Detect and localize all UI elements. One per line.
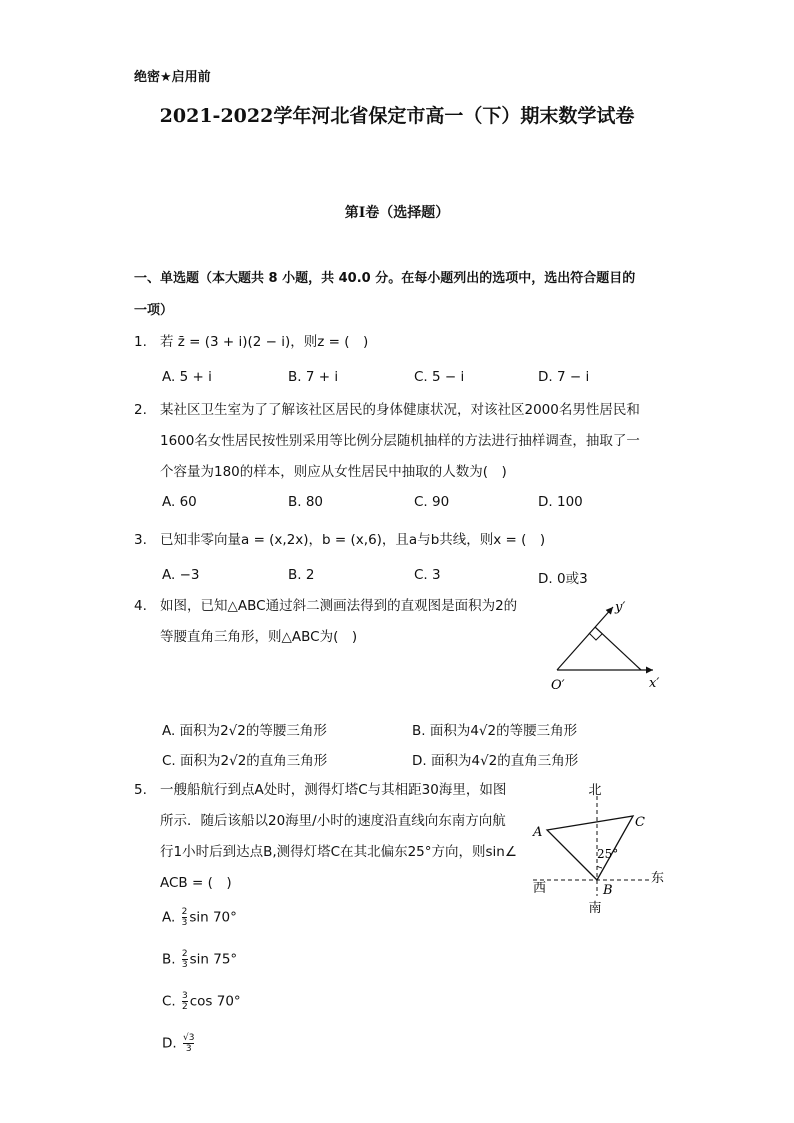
- section-heading: [134, 263, 664, 327]
- x-prime-label: x′: [649, 676, 660, 691]
- q5-option-d-label: D.: [162, 1035, 177, 1052]
- q2-option-c: C. 90: [414, 494, 450, 510]
- right-angle-mark: [589, 633, 602, 640]
- q5-option-a: [162, 907, 237, 928]
- page-title: 2021-2022学年河北省保定市高一（下）期末数学试卷: [159, 105, 635, 127]
- south-label: 南: [588, 901, 602, 916]
- angle-label: 25°: [597, 847, 619, 861]
- point-c-label: C: [635, 815, 645, 830]
- q5-option-c-text: cos 70°: [189, 993, 241, 1010]
- q1-text: 若 z̄ = (3 + i)(2 − i)，则z = ( ): [160, 334, 369, 350]
- q1-option-b: B. 7 + i: [288, 369, 339, 385]
- q1-option-a: A. 5 + i: [162, 369, 212, 385]
- q5-line4: ACB = ( ): [160, 875, 232, 891]
- y-prime-label: y′: [615, 600, 626, 615]
- q4-figure: [545, 595, 670, 695]
- q5-figure: [525, 778, 665, 918]
- q3-text: 已知非零向量a = (x,2x)，b = (x,6)，且a与b共线，则x = ( ): [160, 532, 546, 548]
- triangle-abc: [547, 816, 633, 880]
- q2-line3: 个容量为180的样本，则应从女性居民中抽取的人数为( ): [160, 464, 507, 480]
- q5-number: 5.: [134, 782, 147, 798]
- angle-arc: [597, 866, 602, 868]
- q5-line1: 一艘船航行到点A处时，测得灯塔C与其相距30海里，如图: [160, 782, 507, 798]
- q5-option-b: [162, 949, 237, 970]
- q4-option-d: D. 面积为4√2的直角三角形: [412, 753, 579, 769]
- q5-option-c: [162, 991, 241, 1012]
- q5-option-c-label: C.: [162, 993, 176, 1010]
- q5-option-b-text: sin 75°: [189, 951, 238, 968]
- q3-option-b: B. 2: [288, 567, 315, 583]
- q5-option-a-text: sin 70°: [189, 909, 237, 926]
- q4-line2: 等腰直角三角形，则△ABC为( ): [160, 629, 358, 645]
- q2-line2: 1600名女性居民按性别采用等比例分层随机抽样的方法进行抽样调查，抽取了一: [160, 433, 640, 449]
- q4-option-c: C. 面积为2√2的直角三角形: [162, 753, 328, 769]
- q3-number: 3.: [134, 532, 147, 548]
- confidential-mark: 绝密★启用前: [134, 70, 211, 85]
- origin-prime-label: O′: [551, 678, 565, 693]
- q4-option-a: A. 面积为2√2的等腰三角形: [162, 723, 327, 739]
- q5-option-b-label: B.: [162, 951, 176, 968]
- q5-line2: 所示．随后该船以20海里/小时的速度沿直线向东南方向航: [160, 813, 506, 829]
- q3-option-c: C. 3: [414, 567, 441, 583]
- y-prime-axis: [557, 607, 613, 670]
- east-label: 东: [651, 871, 665, 886]
- q5-option-b-fraction: $\frac{2}{3}$: [181, 949, 188, 970]
- q5-option-a-fraction: $\frac{2}{3}$: [181, 907, 188, 928]
- q1-option-d: D. 7 − i: [538, 369, 590, 385]
- q5-option-d: [162, 1033, 196, 1054]
- section-heading-line1: 一、单选题（本大题共 8 小题，共 40.0 分。在每小题列出的选项中，选出符合题目的: [134, 271, 636, 286]
- q4-line1: 如图，已知△ABC通过斜二测画法得到的直观图是面积为2的: [160, 598, 518, 614]
- q2-option-b: B. 80: [288, 494, 324, 510]
- triangle-side: [595, 627, 641, 670]
- q2-option-a: A. 60: [162, 494, 197, 510]
- point-b-label: B: [603, 883, 613, 898]
- q5-line3: 行1小时后到达点B,测得灯塔C在其北偏东25°方向，则sin∠: [160, 844, 517, 860]
- q3-option-a: A. −3: [162, 567, 200, 583]
- q5-option-a-label: A.: [162, 909, 176, 926]
- q3-option-d: D. 0或3: [538, 571, 588, 587]
- q2-option-d: D. 100: [538, 494, 583, 510]
- q5-option-c-fraction: $\frac{3}{2}$: [182, 991, 188, 1012]
- section-heading-line2: 一项）: [134, 303, 174, 318]
- north-label: 北: [588, 783, 602, 798]
- q1-option-c: C. 5 − i: [414, 369, 465, 385]
- point-a-label: A: [533, 825, 543, 840]
- q5-option-d-fraction: $\frac{√3}{3}$: [182, 1033, 195, 1054]
- q2-number: 2.: [134, 402, 147, 418]
- q2-line1: 某社区卫生室为了了解该社区居民的身体健康状况，对该社区2000名男性居民和: [160, 402, 640, 418]
- west-label: 西: [533, 881, 547, 896]
- q4-number: 4.: [134, 598, 147, 614]
- q1-number: 1.: [134, 334, 147, 350]
- q4-option-b: B. 面积为4√2的等腰三角形: [412, 723, 578, 739]
- part-heading: 第I卷（选择题）: [344, 205, 450, 221]
